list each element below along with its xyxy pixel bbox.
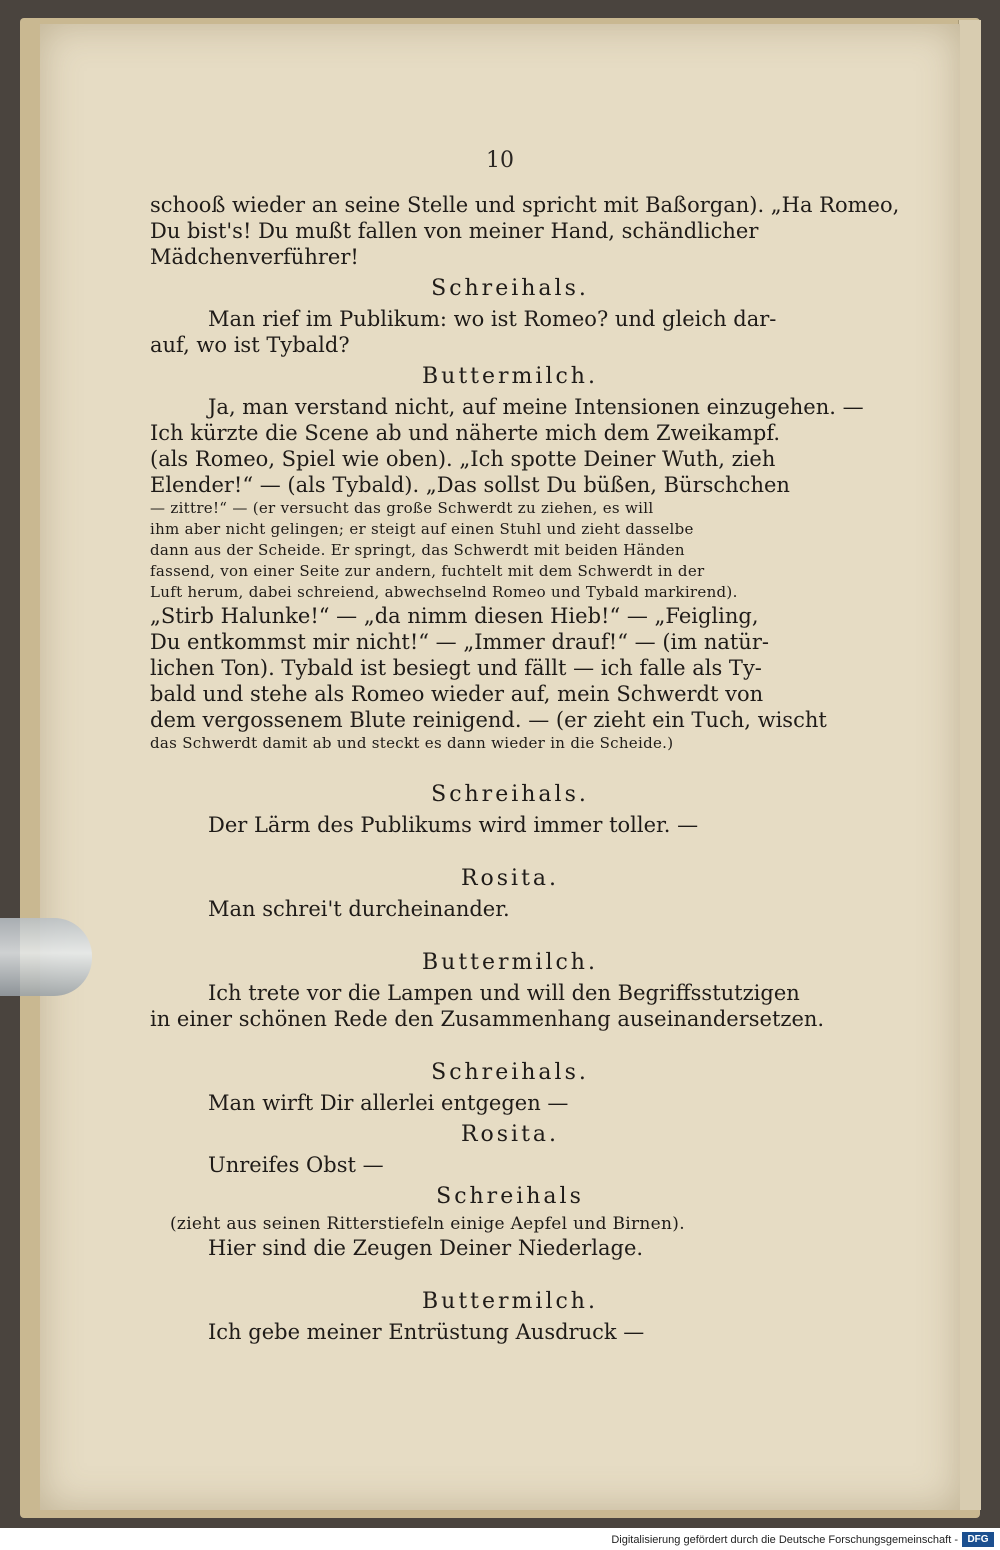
text-line: Elender!“ — (als Tybald). „Das sollst Du büßen, Bürschchen	[150, 473, 790, 497]
text-line: auf, wo ist Tybald?	[150, 333, 350, 357]
speaker-name: Rosita.	[460, 1122, 560, 1147]
text-line: Ich trete vor die Lampen und will den Begriffsstutzigen	[208, 981, 800, 1005]
book-page	[40, 24, 960, 1510]
stage-direction-line: — zittre!“ — (er versucht das große Schwerdt zu ziehen, es will	[150, 499, 654, 517]
text-line: in einer schönen Rede den Zusammenhang auseinandersetzen.	[150, 1007, 825, 1031]
dfg-logo: DFG	[962, 1532, 994, 1547]
text-line: Ich kürzte die Scene ab und näherte mich dem Zweikampf.	[150, 421, 781, 445]
page-clip	[0, 918, 92, 996]
text-line: bald und stehe als Romeo wieder auf, mein Schwerdt von	[150, 682, 764, 706]
next-page-edge	[958, 20, 981, 1510]
text-line: Du bist's! Du mußt fallen von meiner Hand, schändlicher	[150, 219, 759, 243]
speaker-name: Schreihals.	[431, 276, 589, 301]
text-line: Der Lärm des Publikums wird immer toller. —	[208, 813, 699, 837]
speaker-name: Schreihals.	[431, 1060, 589, 1085]
stage-direction-line: ihm aber nicht gelingen; er steigt auf einen Stuhl und zieht dasselbe	[150, 520, 694, 538]
speaker-name: Schreihals.	[431, 782, 589, 807]
page-number: 10	[486, 148, 514, 173]
text-line: Ja, man verstand nicht, auf meine Intensionen einzugehen. —	[208, 395, 864, 419]
stage-direction-line: (zieht aus seinen Ritterstiefeln einige Aepfel und Birnen).	[170, 1214, 685, 1234]
footer-credit: Digitalisierung gefördert durch die Deutsche Forschungsgemeinschaft -	[611, 1534, 958, 1546]
stage-direction-line: das Schwerdt damit ab und steckt es dann wieder in die Scheide.)	[150, 734, 674, 752]
text-line: dem vergossenem Blute reinigend. — (er zieht ein Tuch, wischt	[150, 708, 827, 732]
text-line: Unreifes Obst —	[208, 1153, 384, 1177]
text-line: schooß wieder an seine Stelle und spricht mit Baßorgan). „Ha Romeo,	[150, 193, 900, 217]
stage-direction-line: Luft herum, dabei schreiend, abwechselnd Romeo und Tybald markirend).	[150, 583, 738, 601]
text-line: Du entkommst mir nicht!“ — „Immer drauf!“ — (im natür-	[150, 630, 769, 654]
text-line: Mädchenverführer!	[150, 245, 359, 269]
text-line: Man schrei't durcheinander.	[208, 897, 510, 921]
text-line: Man wirft Dir allerlei entgegen —	[208, 1091, 569, 1115]
text-line: Ich gebe meiner Entrüstung Ausdruck —	[208, 1320, 645, 1344]
text-line: „Stirb Halunke!“ — „da nimm diesen Hieb!“ — „Feigling,	[150, 604, 759, 628]
page-text	[150, 192, 900, 1345]
text-line: Hier sind die Zeugen Deiner Niederlage.	[208, 1236, 644, 1260]
speaker-name: Buttermilch.	[422, 364, 598, 389]
speaker-name: Buttermilch.	[422, 950, 598, 975]
text-line: lichen Ton). Tybald ist besiegt und fällt — ich falle als Ty-	[150, 656, 762, 680]
footer-bar	[0, 1528, 1000, 1550]
speaker-name: Rosita.	[460, 866, 560, 891]
text-line: Man rief im Publikum: wo ist Romeo? und gleich dar-	[208, 307, 777, 331]
speaker-name: Schreihals	[436, 1184, 584, 1209]
stage-direction-line: fassend, von einer Seite zur andern, fuchtelt mit dem Schwerdt in der	[150, 562, 705, 580]
stage-direction-line: dann aus der Scheide. Er springt, das Schwerdt mit beiden Händen	[150, 541, 685, 559]
speaker-name: Buttermilch.	[422, 1289, 598, 1314]
text-line: (als Romeo, Spiel wie oben). „Ich spotte Deiner Wuth, zieh	[150, 447, 776, 471]
